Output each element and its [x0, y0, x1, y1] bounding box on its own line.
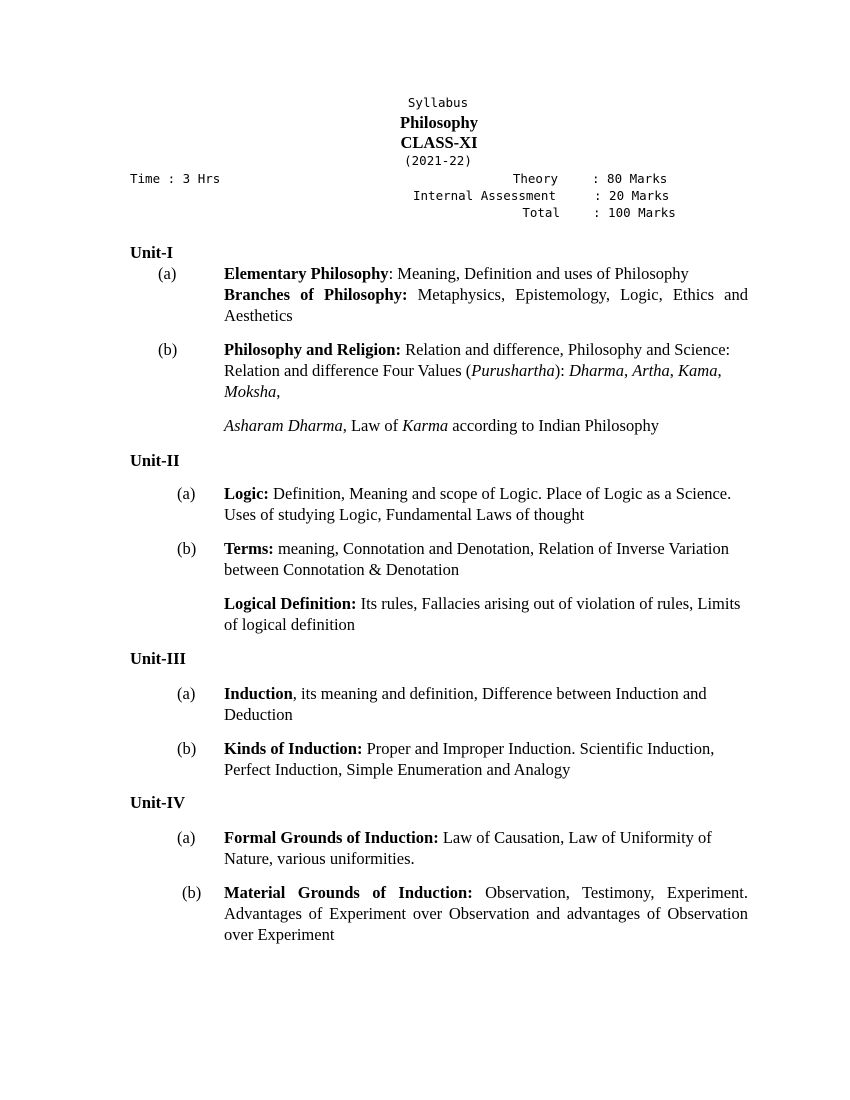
item-paragraph: Terms: meaning, Connotation and Denotation, Relation of Inverse Variation between Connotation & Denotation — [224, 539, 729, 579]
italic-term: Artha — [632, 361, 670, 380]
class-title: CLASS-XI — [400, 133, 478, 152]
item-paragraph: Logical Definition: Its rules, Fallacies arising out of violation of rules, Limits of logical definition — [224, 594, 741, 634]
item-label: (a) — [177, 484, 196, 503]
item-paragraph: Formal Grounds of Induction: Law of Causation, Law of Uniformity of Nature, various uniformities. — [224, 828, 712, 868]
topic-heading: Logical Definition: — [224, 594, 357, 613]
topic-heading: Elementary Philosophy — [224, 264, 389, 283]
italic-term: Dharma — [568, 361, 624, 380]
item-label: (b) — [158, 340, 178, 359]
topic-heading: Material Grounds of Induction: — [224, 883, 473, 902]
topic-heading: Branches of Philosophy: — [224, 285, 408, 304]
topic-heading: Terms: — [224, 539, 274, 558]
unit-title: Unit-IV — [130, 793, 186, 812]
item-label: (b) — [177, 539, 197, 558]
marks-label-theory: Theory — [512, 171, 558, 186]
syllabus-heading: Syllabus — [407, 95, 469, 110]
marks-value-theory: : 80 Marks — [592, 171, 668, 186]
italic-term: Purushartha — [471, 361, 555, 380]
italic-term: Asharam Dharma — [224, 416, 343, 435]
item-label: (b) — [177, 739, 197, 758]
topic-heading: Philosophy and Religion: — [224, 340, 401, 359]
marks-label-total: Total — [522, 205, 560, 220]
item-paragraph: Branches of Philosophy: Metaphysics, Epistemology, Logic, Ethics and Aesthetics — [224, 285, 749, 325]
item-label: (a) — [158, 264, 177, 283]
marks-value-internal: : 20 Marks — [594, 188, 670, 203]
unit-title: Unit-I — [130, 243, 174, 262]
item-paragraph: Philosophy and Religion: Relation and difference, Philosophy and Science: Relation and difference Four Values (Purushartha): Dharma, Artha, Kama, Moksha, — [224, 340, 731, 401]
item-paragraph: Asharam Dharma, Law of Karma according to Indian Philosophy — [224, 416, 659, 435]
italic-term: Kama — [678, 361, 718, 380]
session-year: (2021-22) — [404, 153, 472, 168]
item-paragraph: Kinds of Induction: Proper and Improper Induction. Scientific Induction, Perfect Induction, Simple Enumeration and Analogy — [224, 739, 715, 779]
item-paragraph: Elementary Philosophy: Meaning, Definition and uses of Philosophy — [224, 264, 689, 283]
italic-term: Moksha — [224, 382, 277, 401]
topic-heading: Induction — [224, 684, 293, 703]
topic-heading: Formal Grounds of Induction: — [224, 828, 439, 847]
item-label: (a) — [177, 828, 196, 847]
unit-title: Unit-III — [130, 649, 186, 668]
italic-term: Karma — [402, 416, 449, 435]
unit-title: Unit-II — [130, 451, 180, 470]
marks-label-internal: Internal Assessment — [413, 188, 556, 203]
topic-heading: Logic: — [224, 484, 269, 503]
time-duration: Time : 3 Hrs — [130, 171, 221, 186]
item-paragraph: Material Grounds of Induction: Observation, Testimony, Experiment. Advantages of Experiment over Observation and advantages of Observation over Experiment — [224, 883, 748, 944]
subject-title: Philosophy — [400, 113, 478, 132]
item-label: (a) — [177, 684, 196, 703]
item-label: (b) — [182, 883, 202, 902]
item-paragraph: Logic: Definition, Meaning and scope of Logic. Place of Logic as a Science. Uses of studying Logic, Fundamental Laws of thought — [224, 484, 732, 524]
topic-heading: Kinds of Induction: — [224, 739, 363, 758]
item-paragraph: Induction, its meaning and definition, Difference between Induction and Deduction — [224, 684, 707, 724]
marks-value-total: : 100 Marks — [593, 205, 676, 220]
